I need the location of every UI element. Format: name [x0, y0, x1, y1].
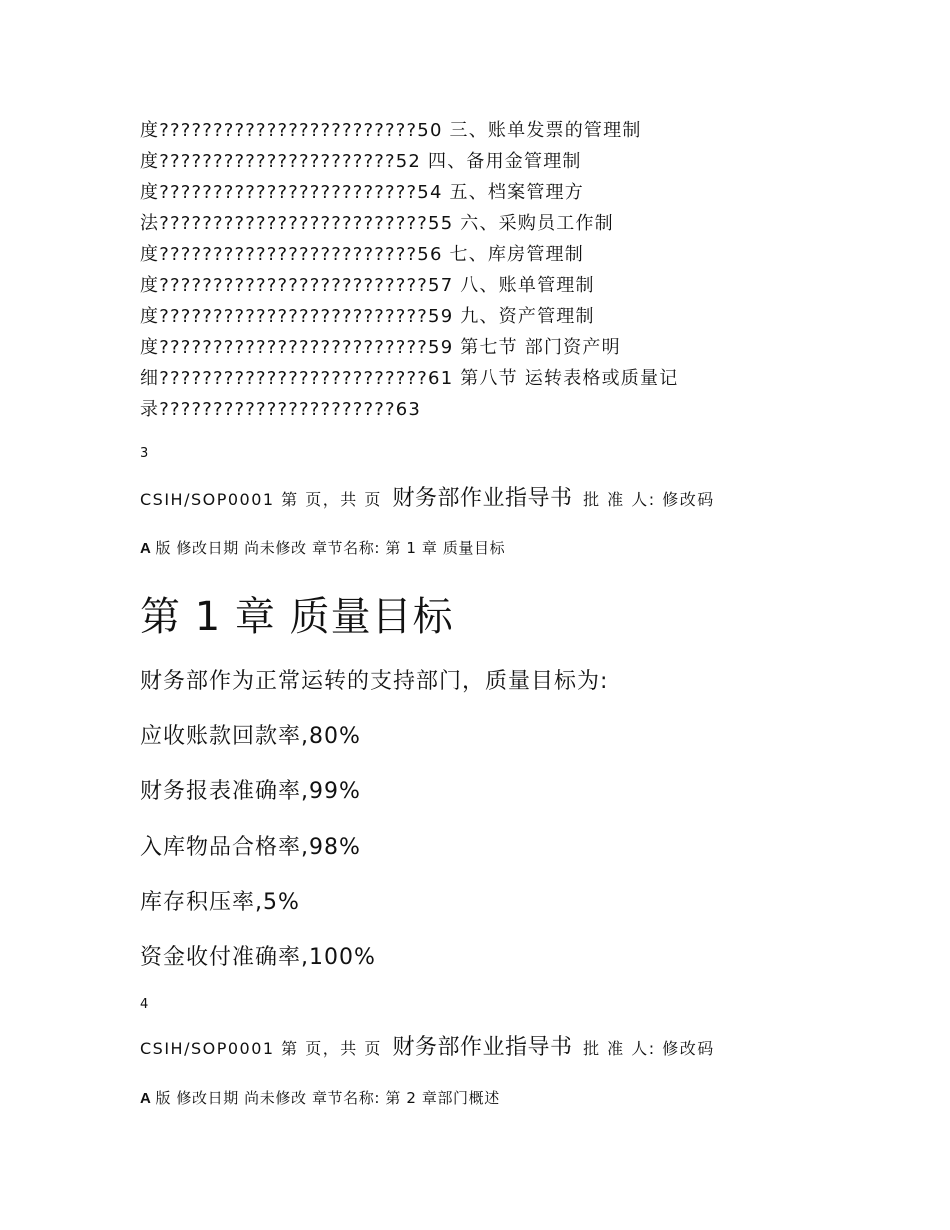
quality-goal: 入库物品合格率,98% — [140, 835, 361, 860]
toc-line: 度????????????????????????50 三、账单发票的管理制 — [140, 120, 642, 141]
quality-goal: 库存积压率,5% — [140, 890, 300, 915]
document-header — [140, 486, 715, 513]
edition-letter: A — [140, 1090, 152, 1107]
toc-line: 细?????????????????????????61 第八节 运转表格或质量记 — [140, 368, 679, 389]
toc-line: 度?????????????????????????57 八、账单管理制 — [140, 275, 595, 296]
toc-line: 度?????????????????????????59 九、资产管理制 — [140, 306, 595, 327]
toc-line: 度????????????????????????54 五、档案管理方 — [140, 182, 584, 203]
page-number: 4 — [140, 997, 149, 1012]
document-code: CSIH/SOP0001 第 页，共 页 — [140, 490, 382, 509]
chapter-title: 第 1 章 质量目标 — [140, 594, 454, 640]
meta-text: 版 修改日期 尚未修改 章节名称: 第 2 章部门概述 — [155, 1089, 500, 1107]
quality-goal: 资金收付准确率,100% — [140, 945, 376, 970]
document-meta — [140, 1088, 500, 1109]
document-title: 财务部作业指导书 — [392, 486, 573, 511]
toc-line: 录??????????????????????63 — [140, 399, 422, 420]
toc-line: 度????????????????????????56 七、库房管理制 — [140, 244, 584, 265]
quality-goal: 应收账款回款率,80% — [140, 724, 361, 749]
document-title: 财务部作业指导书 — [392, 1035, 573, 1060]
approver-label: 批 准 人: 修改码 — [583, 490, 715, 509]
document-meta — [140, 538, 505, 559]
page-number: 3 — [140, 446, 149, 461]
chapter-intro: 财务部作为正常运转的支持部门，质量目标为: — [140, 669, 609, 694]
toc-line: 度?????????????????????????59 第七节 部门资产明 — [140, 337, 621, 358]
document-header — [140, 1035, 715, 1062]
quality-goal: 财务报表准确率,99% — [140, 779, 361, 804]
toc-line: 法?????????????????????????55 六、采购员工作制 — [140, 213, 614, 234]
document-code: CSIH/SOP0001 第 页，共 页 — [140, 1039, 382, 1058]
edition-letter: A — [140, 540, 152, 557]
toc-line: 度??????????????????????52 四、备用金管理制 — [140, 151, 582, 172]
meta-text: 版 修改日期 尚未修改 章节名称: 第 1 章 质量目标 — [155, 539, 506, 557]
approver-label: 批 准 人: 修改码 — [583, 1039, 715, 1058]
